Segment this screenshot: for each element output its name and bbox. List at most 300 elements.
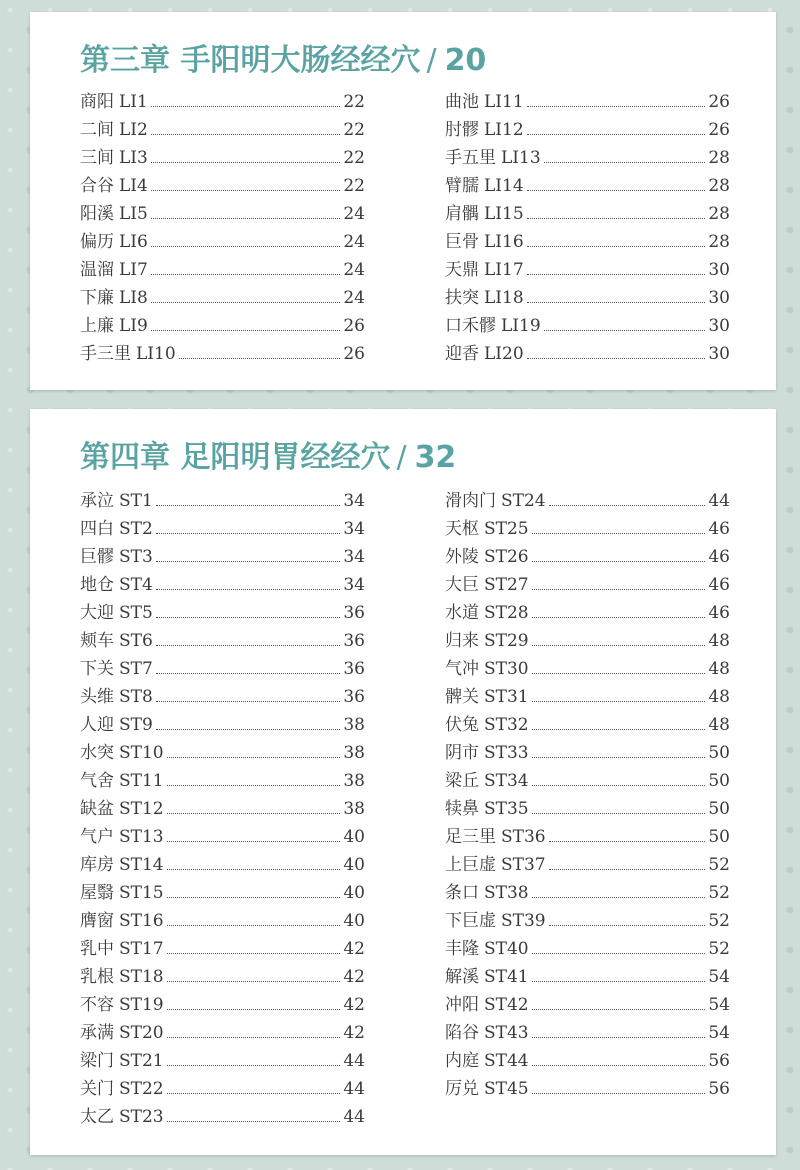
acupoint-name: 气舍 [80, 771, 114, 791]
dot-leader [532, 588, 706, 590]
dot-leader [151, 161, 341, 163]
acupoint-name: 大巨 [445, 575, 479, 595]
toc-entry[interactable] [80, 739, 365, 767]
page-number: 44 [708, 491, 730, 511]
toc-entry[interactable] [445, 739, 730, 767]
acupoint-code: LI18 [484, 288, 524, 308]
page-number: 56 [708, 1051, 730, 1071]
dot-leader [167, 756, 341, 758]
page-number: 40 [343, 855, 365, 875]
acupoint-code: LI12 [484, 120, 524, 140]
acupoint-name: 手五里 [445, 148, 496, 168]
acupoint-name: 滑肉门 [445, 491, 496, 511]
page-number: 42 [343, 939, 365, 959]
acupoint-name: 下巨虚 [445, 911, 496, 931]
page-number: 22 [343, 148, 365, 168]
dot-leader [167, 980, 341, 982]
acupoint-code: ST13 [119, 827, 164, 847]
acupoint-code: ST28 [484, 603, 529, 623]
acupoint-code: ST3 [119, 547, 153, 567]
acupoint-name: 犊鼻 [445, 799, 479, 819]
acupoint-code: ST39 [501, 911, 546, 931]
page-number: 24 [343, 260, 365, 280]
acupoint-name: 丰隆 [445, 939, 479, 959]
acupoint-name: 水道 [445, 603, 479, 623]
acupoint-name: 条口 [445, 883, 479, 903]
dot-leader [156, 616, 341, 618]
acupoint-code: ST2 [119, 519, 153, 539]
acupoint-code: ST41 [484, 967, 529, 987]
page-number: 26 [708, 92, 730, 112]
toc-entry[interactable] [80, 571, 365, 599]
acupoint-code: ST27 [484, 575, 529, 595]
dot-leader [527, 217, 706, 219]
acupoint-name: 颊车 [80, 631, 114, 651]
toc-entry[interactable] [445, 200, 730, 228]
page-number: 38 [343, 743, 365, 763]
acupoint-name: 太乙 [80, 1107, 114, 1127]
title-separator: / [426, 43, 437, 78]
acupoint-name: 合谷 [80, 176, 114, 196]
acupoint-code: ST5 [119, 603, 153, 623]
toc-entry[interactable] [445, 627, 730, 655]
dot-leader [151, 189, 341, 191]
dot-leader [532, 1008, 706, 1010]
toc-entry[interactable] [445, 543, 730, 571]
toc-entry[interactable] [445, 487, 730, 515]
acupoint-name: 臂臑 [445, 176, 479, 196]
acupoint-name: 气户 [80, 827, 114, 847]
acupoint-name: 髀关 [445, 687, 479, 707]
acupoint-code: ST7 [119, 659, 153, 679]
page-number: 26 [708, 120, 730, 140]
acupoint-name: 承满 [80, 1023, 114, 1043]
toc-entry[interactable] [80, 795, 365, 823]
toc-entry[interactable] [445, 935, 730, 963]
toc-entry[interactable] [80, 228, 365, 256]
dot-leader [151, 105, 341, 107]
toc-entry[interactable] [445, 795, 730, 823]
acupoint-name: 曲池 [445, 92, 479, 112]
toc-entry[interactable] [80, 683, 365, 711]
acupoint-name: 缺盆 [80, 799, 114, 819]
toc-entry[interactable] [80, 907, 365, 935]
acupoint-code: LI7 [119, 260, 148, 280]
toc-entry[interactable] [80, 599, 365, 627]
toc-entry[interactable] [445, 711, 730, 739]
page-number: 34 [343, 547, 365, 567]
chapter-3-card [30, 12, 776, 390]
acupoint-code: ST15 [119, 883, 164, 903]
toc-entry[interactable] [80, 1019, 365, 1047]
dot-leader [527, 273, 706, 275]
toc-entry[interactable] [445, 683, 730, 711]
acupoint-name: 乳中 [80, 939, 114, 959]
page-number: 52 [708, 855, 730, 875]
acupoint-code: ST43 [484, 1023, 529, 1043]
page-number: 52 [708, 939, 730, 959]
toc-entry[interactable] [445, 515, 730, 543]
toc-entry[interactable] [445, 991, 730, 1019]
dot-leader [156, 532, 341, 534]
acupoint-name: 口禾髎 [445, 316, 496, 336]
acupoint-name: 冲阳 [445, 995, 479, 1015]
dot-leader [549, 868, 706, 870]
dot-leader [532, 980, 706, 982]
toc-entry[interactable] [80, 515, 365, 543]
page-number: 28 [708, 232, 730, 252]
page-number: 22 [343, 120, 365, 140]
acupoint-name: 四白 [80, 519, 114, 539]
acupoint-code: ST32 [484, 715, 529, 735]
toc-entry[interactable] [80, 543, 365, 571]
toc-entry[interactable] [445, 116, 730, 144]
page-number: 38 [343, 771, 365, 791]
toc-entry[interactable] [445, 284, 730, 312]
toc-entry[interactable] [80, 711, 365, 739]
acupoint-code: ST6 [119, 631, 153, 651]
acupoint-name: 天鼎 [445, 260, 479, 280]
toc-entry[interactable] [80, 256, 365, 284]
dot-leader [532, 616, 706, 618]
page-number: 30 [708, 288, 730, 308]
page-number: 54 [708, 995, 730, 1015]
acupoint-code: ST30 [484, 659, 529, 679]
page-number: 34 [343, 519, 365, 539]
acupoint-code: ST36 [501, 827, 546, 847]
dot-leader [167, 840, 341, 842]
chapter-title[interactable] [80, 43, 487, 78]
toc-entry[interactable] [445, 228, 730, 256]
page-number: 46 [708, 519, 730, 539]
dot-leader [527, 133, 706, 135]
page-number: 44 [343, 1079, 365, 1099]
toc-entry[interactable] [80, 963, 365, 991]
acupoint-code: ST4 [119, 575, 153, 595]
toc-entry[interactable] [445, 88, 730, 116]
toc-column-left [80, 487, 365, 1131]
acupoint-code: LI11 [484, 92, 524, 112]
acupoint-name: 上巨虚 [445, 855, 496, 875]
toc-column-right [445, 88, 730, 368]
page-number: 46 [708, 603, 730, 623]
acupoint-name: 偏历 [80, 232, 114, 252]
page-number: 22 [343, 176, 365, 196]
acupoint-code: ST23 [119, 1107, 164, 1127]
page-number: 24 [343, 232, 365, 252]
acupoint-name: 人迎 [80, 715, 114, 735]
page-number: 48 [708, 631, 730, 651]
toc-entry[interactable] [445, 851, 730, 879]
chapter-title[interactable] [80, 440, 457, 475]
dot-leader [527, 245, 706, 247]
acupoint-name: 解溪 [445, 967, 479, 987]
acupoint-code: LI1 [119, 92, 148, 112]
page-number: 28 [708, 204, 730, 224]
page-number: 40 [343, 827, 365, 847]
acupoint-code: LI20 [484, 344, 524, 364]
dot-leader [167, 1008, 341, 1010]
acupoint-name: 外陵 [445, 547, 479, 567]
acupoint-name: 上廉 [80, 316, 114, 336]
toc-entry[interactable] [445, 1047, 730, 1075]
toc-entry[interactable] [445, 312, 730, 340]
dot-leader [167, 952, 341, 954]
acupoint-name: 巨髎 [80, 547, 114, 567]
dot-leader [156, 644, 341, 646]
page-number: 46 [708, 547, 730, 567]
acupoint-code: LI13 [501, 148, 541, 168]
toc-entry[interactable] [80, 767, 365, 795]
dot-leader [151, 329, 341, 331]
page-number: 52 [708, 883, 730, 903]
acupoint-code: ST24 [501, 491, 546, 511]
toc-entry[interactable] [445, 879, 730, 907]
acupoint-name: 二间 [80, 120, 114, 140]
page-number: 56 [708, 1079, 730, 1099]
acupoint-code: LI14 [484, 176, 524, 196]
acupoint-name: 阴市 [445, 743, 479, 763]
page-number: 36 [343, 687, 365, 707]
page-number: 40 [343, 911, 365, 931]
toc-entry[interactable] [445, 963, 730, 991]
acupoint-code: LI6 [119, 232, 148, 252]
toc-entry[interactable] [80, 823, 365, 851]
acupoint-code: ST42 [484, 995, 529, 1015]
acupoint-name: 膺窗 [80, 911, 114, 931]
page-number: 38 [343, 715, 365, 735]
acupoint-name: 梁门 [80, 1051, 114, 1071]
dot-leader [167, 1092, 341, 1094]
dot-leader [156, 588, 341, 590]
acupoint-name: 下关 [80, 659, 114, 679]
acupoint-code: ST29 [484, 631, 529, 651]
page-number: 42 [343, 967, 365, 987]
acupoint-name: 关门 [80, 1079, 114, 1099]
toc-entry[interactable] [445, 907, 730, 935]
page-number: 48 [708, 715, 730, 735]
page-number: 34 [343, 491, 365, 511]
dot-leader [167, 1120, 341, 1122]
acupoint-code: ST14 [119, 855, 164, 875]
acupoint-code: ST37 [501, 855, 546, 875]
acupoint-code: ST8 [119, 687, 153, 707]
chapter-title-text: 第三章 手阳明大肠经经穴 [80, 43, 421, 78]
page-number: 24 [343, 288, 365, 308]
toc-entry[interactable] [80, 88, 365, 116]
acupoint-code: LI19 [501, 316, 541, 336]
toc-entry[interactable] [80, 200, 365, 228]
acupoint-code: ST33 [484, 743, 529, 763]
acupoint-code: LI5 [119, 204, 148, 224]
dot-leader [527, 357, 706, 359]
acupoint-code: ST9 [119, 715, 153, 735]
page-number: 40 [343, 883, 365, 903]
acupoint-code: ST25 [484, 519, 529, 539]
acupoint-name: 肘髎 [445, 120, 479, 140]
page-number: 30 [708, 316, 730, 336]
dot-leader [167, 924, 341, 926]
acupoint-name: 屋翳 [80, 883, 114, 903]
acupoint-code: ST21 [119, 1051, 164, 1071]
dot-leader [532, 1064, 706, 1066]
toc-entry[interactable] [80, 655, 365, 683]
acupoint-code: LI2 [119, 120, 148, 140]
toc-entry[interactable] [445, 599, 730, 627]
acupoint-name: 承泣 [80, 491, 114, 511]
page-number: 36 [343, 603, 365, 623]
toc-entry[interactable] [445, 823, 730, 851]
page-number: 42 [343, 1023, 365, 1043]
dot-leader [532, 896, 706, 898]
dot-leader [544, 329, 706, 331]
acupoint-code: ST11 [119, 771, 164, 791]
toc-entry[interactable] [445, 172, 730, 200]
acupoint-name: 梁丘 [445, 771, 479, 791]
acupoint-name: 足三里 [445, 827, 496, 847]
dot-leader [532, 812, 706, 814]
acupoint-name: 手三里 [80, 344, 131, 364]
dot-leader [167, 896, 341, 898]
page-number: 36 [343, 631, 365, 651]
toc-entry[interactable] [80, 627, 365, 655]
toc-entry[interactable] [80, 340, 365, 368]
dot-leader [549, 840, 706, 842]
dot-leader [151, 217, 341, 219]
toc-entry[interactable] [80, 1047, 365, 1075]
dot-leader [167, 784, 341, 786]
toc-entry[interactable] [80, 935, 365, 963]
acupoint-code: ST40 [484, 939, 529, 959]
acupoint-name: 库房 [80, 855, 114, 875]
dot-leader [156, 728, 341, 730]
acupoint-name: 归来 [445, 631, 479, 651]
toc-entry[interactable] [80, 144, 365, 172]
dot-leader [532, 1092, 706, 1094]
acupoint-name: 水突 [80, 743, 114, 763]
dot-leader [532, 952, 706, 954]
dot-leader [167, 868, 341, 870]
page-number: 28 [708, 176, 730, 196]
dot-leader [532, 560, 706, 562]
page-number: 26 [343, 316, 365, 336]
acupoint-code: ST26 [484, 547, 529, 567]
dot-leader [167, 1036, 341, 1038]
acupoint-code: ST10 [119, 743, 164, 763]
dot-leader [151, 273, 341, 275]
page-number: 48 [708, 659, 730, 679]
page-number: 48 [708, 687, 730, 707]
toc-entry[interactable] [80, 284, 365, 312]
acupoint-code: ST19 [119, 995, 164, 1015]
toc-entry[interactable] [80, 487, 365, 515]
acupoint-code: ST12 [119, 799, 164, 819]
toc-entry[interactable] [445, 655, 730, 683]
acupoint-code: ST1 [119, 491, 153, 511]
acupoint-code: ST44 [484, 1051, 529, 1071]
toc-entry[interactable] [445, 767, 730, 795]
dot-leader [532, 1036, 706, 1038]
toc-entry[interactable] [80, 991, 365, 1019]
acupoint-name: 阳溪 [80, 204, 114, 224]
page-number: 50 [708, 827, 730, 847]
page-number: 52 [708, 911, 730, 931]
acupoint-name: 不容 [80, 995, 114, 1015]
page-number: 26 [343, 344, 365, 364]
toc-entry[interactable] [80, 1075, 365, 1103]
dot-leader [549, 924, 706, 926]
toc-entry[interactable] [80, 879, 365, 907]
acupoint-name: 头维 [80, 687, 114, 707]
acupoint-code: ST16 [119, 911, 164, 931]
acupoint-code: ST35 [484, 799, 529, 819]
toc-entry[interactable] [445, 144, 730, 172]
toc-entry[interactable] [445, 256, 730, 284]
toc-entry[interactable] [80, 172, 365, 200]
acupoint-name: 伏兔 [445, 715, 479, 735]
acupoint-code: LI4 [119, 176, 148, 196]
page-number: 38 [343, 799, 365, 819]
acupoint-code: ST45 [484, 1079, 529, 1099]
toc-entry[interactable] [80, 1103, 365, 1131]
toc-entry[interactable] [445, 571, 730, 599]
dot-leader [549, 504, 706, 506]
dot-leader [532, 532, 706, 534]
acupoint-name: 地仓 [80, 575, 114, 595]
acupoint-name: 商阳 [80, 92, 114, 112]
acupoint-name: 天枢 [445, 519, 479, 539]
page-number: 36 [343, 659, 365, 679]
acupoint-name: 下廉 [80, 288, 114, 308]
toc-entry[interactable] [80, 851, 365, 879]
page-number: 54 [708, 1023, 730, 1043]
acupoint-code: LI17 [484, 260, 524, 280]
acupoint-name: 扶突 [445, 288, 479, 308]
toc-entry[interactable] [445, 340, 730, 368]
dot-leader [532, 756, 706, 758]
chapter-title-text: 第四章 足阳明胃经经穴 [80, 440, 391, 475]
acupoint-name: 肩髃 [445, 204, 479, 224]
acupoint-name: 气冲 [445, 659, 479, 679]
acupoint-code: LI3 [119, 148, 148, 168]
page-number: 50 [708, 799, 730, 819]
acupoint-code: LI16 [484, 232, 524, 252]
acupoint-name: 陷谷 [445, 1023, 479, 1043]
toc-entry[interactable] [445, 1075, 730, 1103]
toc-entry[interactable] [445, 1019, 730, 1047]
toc-column-right [445, 487, 730, 1103]
page-number: 24 [343, 204, 365, 224]
page-number: 50 [708, 771, 730, 791]
acupoint-name: 厉兑 [445, 1079, 479, 1099]
toc-entry[interactable] [80, 312, 365, 340]
acupoint-name: 内庭 [445, 1051, 479, 1071]
dot-leader [156, 560, 341, 562]
acupoint-name: 三间 [80, 148, 114, 168]
page-number: 22 [343, 92, 365, 112]
page-number: 46 [708, 575, 730, 595]
acupoint-name: 巨骨 [445, 232, 479, 252]
dot-leader [532, 728, 706, 730]
page-number: 54 [708, 967, 730, 987]
dot-leader [527, 189, 706, 191]
dot-leader [151, 133, 341, 135]
acupoint-name: 乳根 [80, 967, 114, 987]
dot-leader [179, 357, 341, 359]
toc-entry[interactable] [80, 116, 365, 144]
page-number: 42 [343, 995, 365, 1015]
acupoint-code: ST20 [119, 1023, 164, 1043]
